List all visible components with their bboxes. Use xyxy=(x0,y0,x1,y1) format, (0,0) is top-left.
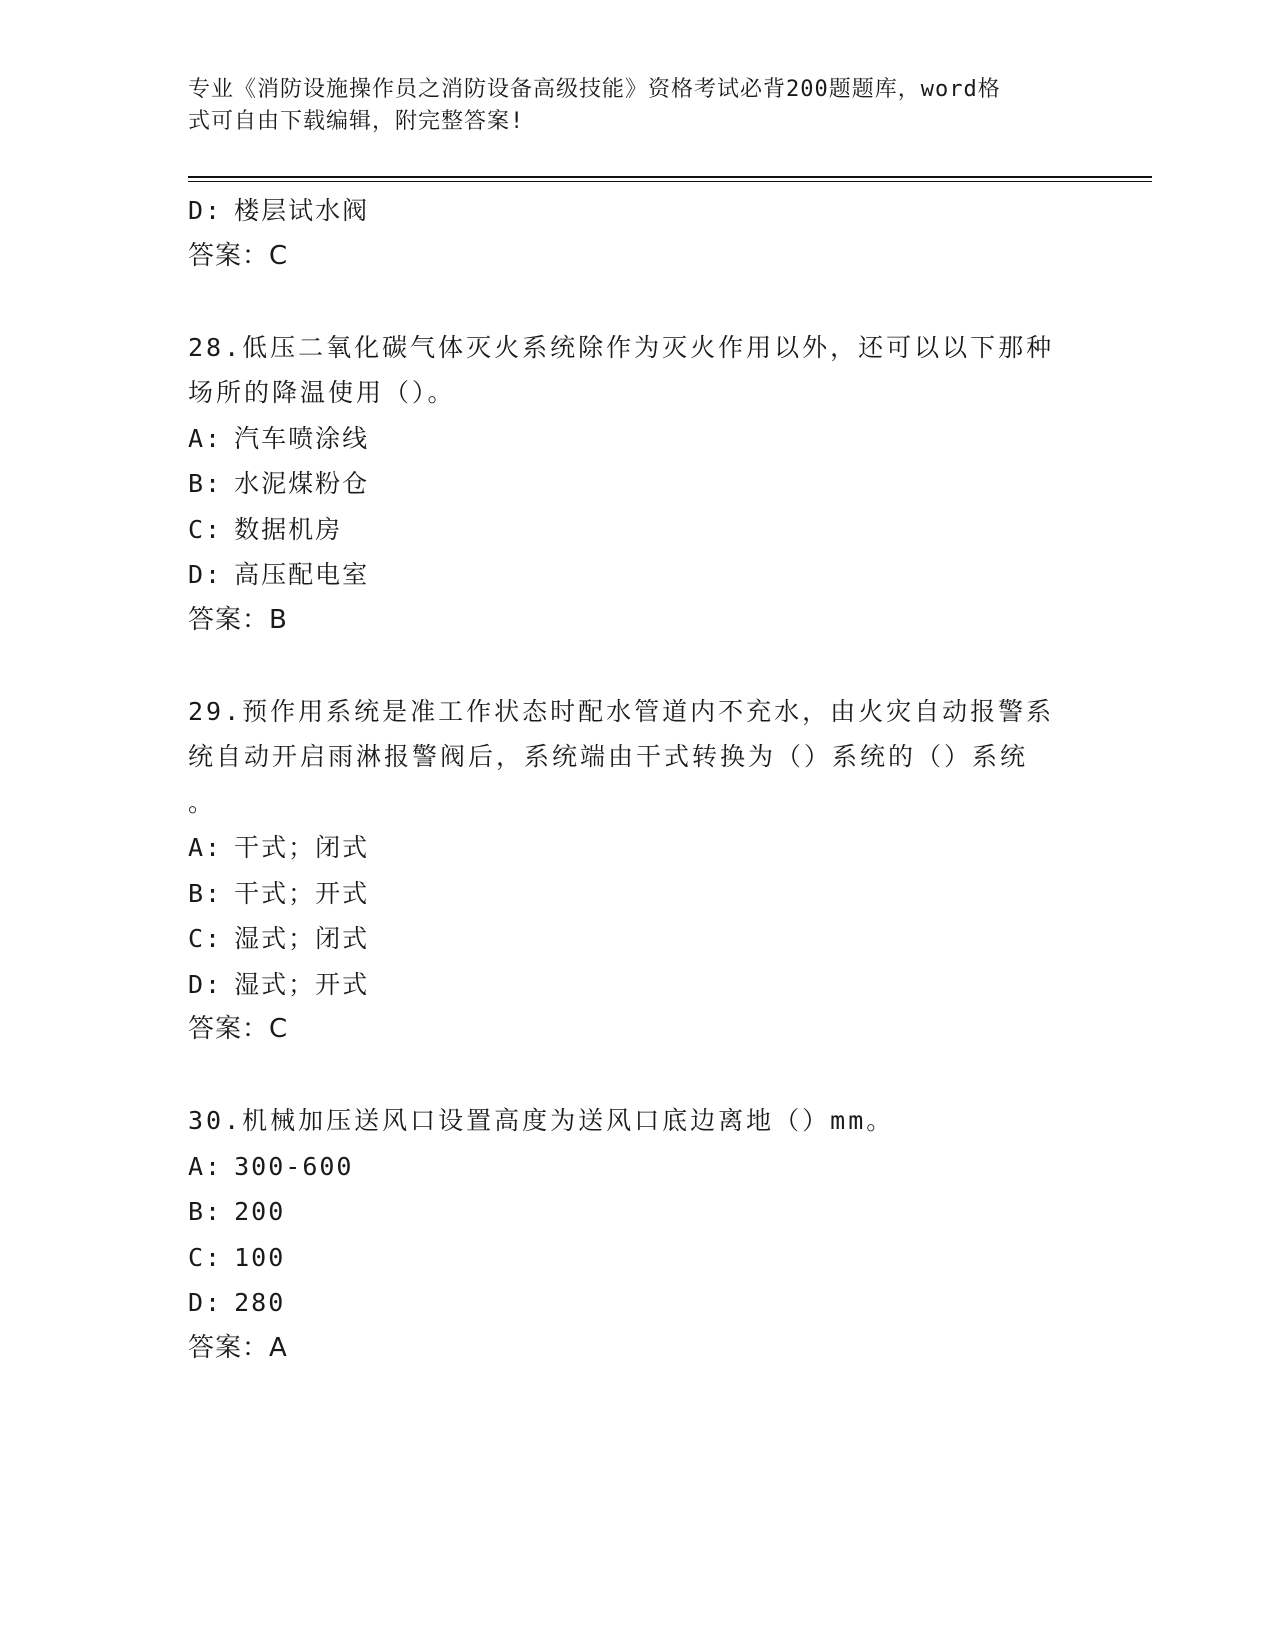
question-text-line: 30.机械加压送风口设置高度为送风口底边离地（）mm。 xyxy=(188,1106,895,1135)
option-text: 水泥煤粉仓 xyxy=(234,469,370,498)
option-a xyxy=(188,825,1088,871)
question-text-line: 场所的降温使用（）。 xyxy=(188,378,456,407)
option-letter: D: xyxy=(188,560,223,589)
option-letter: D: xyxy=(188,196,223,225)
answer: 答案：B xyxy=(188,604,288,635)
option-d xyxy=(188,552,1088,598)
option-c xyxy=(188,507,1088,553)
option-letter: D: xyxy=(188,1288,223,1317)
option-letter: B: xyxy=(188,878,223,908)
question-29 xyxy=(188,689,1088,1053)
option-b xyxy=(188,1189,1088,1235)
question-content xyxy=(188,188,1088,1371)
option-letter: A: xyxy=(188,423,223,453)
option-c xyxy=(188,1235,1088,1281)
question-28 xyxy=(188,325,1088,644)
option-c xyxy=(188,916,1088,962)
option-b xyxy=(188,871,1088,917)
option-letter: A: xyxy=(188,833,223,862)
question-text-line: 统自动开启雨淋报警阀后，系统端由干式转换为（）系统的（）系统 xyxy=(188,742,1029,771)
option-text: 300-600 xyxy=(234,1151,354,1181)
option-text: 汽车喷涂线 xyxy=(234,423,370,453)
option-text: 湿式；闭式 xyxy=(234,924,370,953)
option-a xyxy=(188,1144,1088,1190)
question-text-line: 。 xyxy=(188,787,217,817)
option-text: 干式；闭式 xyxy=(234,833,370,862)
answer: 答案：A xyxy=(188,1332,288,1363)
option-letter: D: xyxy=(188,969,223,999)
spacer xyxy=(188,643,1088,689)
option-text: 湿式；开式 xyxy=(234,969,370,999)
option-letter: B: xyxy=(188,469,223,498)
answer: 答案：C xyxy=(188,1014,289,1044)
option-b xyxy=(188,461,1088,507)
option-letter: A: xyxy=(188,1151,223,1181)
option-text: 高压配电室 xyxy=(234,560,370,589)
question-text-line: 28.低压二氧化碳气体灭火系统除作为灭火作用以外，还可以以下那种 xyxy=(188,332,1055,362)
option-text: 200 xyxy=(234,1197,286,1226)
spacer xyxy=(188,1053,1088,1099)
question-text-line: 29.预作用系统是准工作状态时配水管道内不充水，由火灾自动报警系 xyxy=(188,696,1055,726)
option-text: 楼层试水阀 xyxy=(234,196,370,225)
question-30 xyxy=(188,1098,1088,1371)
option-a xyxy=(188,416,1088,462)
option-letter: B: xyxy=(188,1197,223,1226)
option-d xyxy=(188,962,1088,1008)
header-line-1: 专业《消防设施操作员之消防设备高级技能》资格考试必背200题题库，word格 xyxy=(188,77,1001,102)
option-text: 280 xyxy=(234,1288,286,1317)
option-letter: C: xyxy=(188,514,223,544)
option-letter: C: xyxy=(188,924,223,953)
header-rule-thin xyxy=(188,181,1152,182)
option-text: 干式；开式 xyxy=(234,878,370,908)
document-header xyxy=(188,74,1068,138)
prev-answer: 答案：C xyxy=(188,240,289,271)
header-line-2: 式可自由下载编辑，附完整答案! xyxy=(188,109,525,134)
option-d xyxy=(188,1280,1088,1326)
option-letter: C: xyxy=(188,1242,223,1272)
option-text: 数据机房 xyxy=(234,514,343,544)
spacer xyxy=(188,279,1088,325)
option-text: 100 xyxy=(234,1242,286,1272)
prev-option-d xyxy=(188,188,1088,234)
header-rule-thick xyxy=(188,176,1152,178)
